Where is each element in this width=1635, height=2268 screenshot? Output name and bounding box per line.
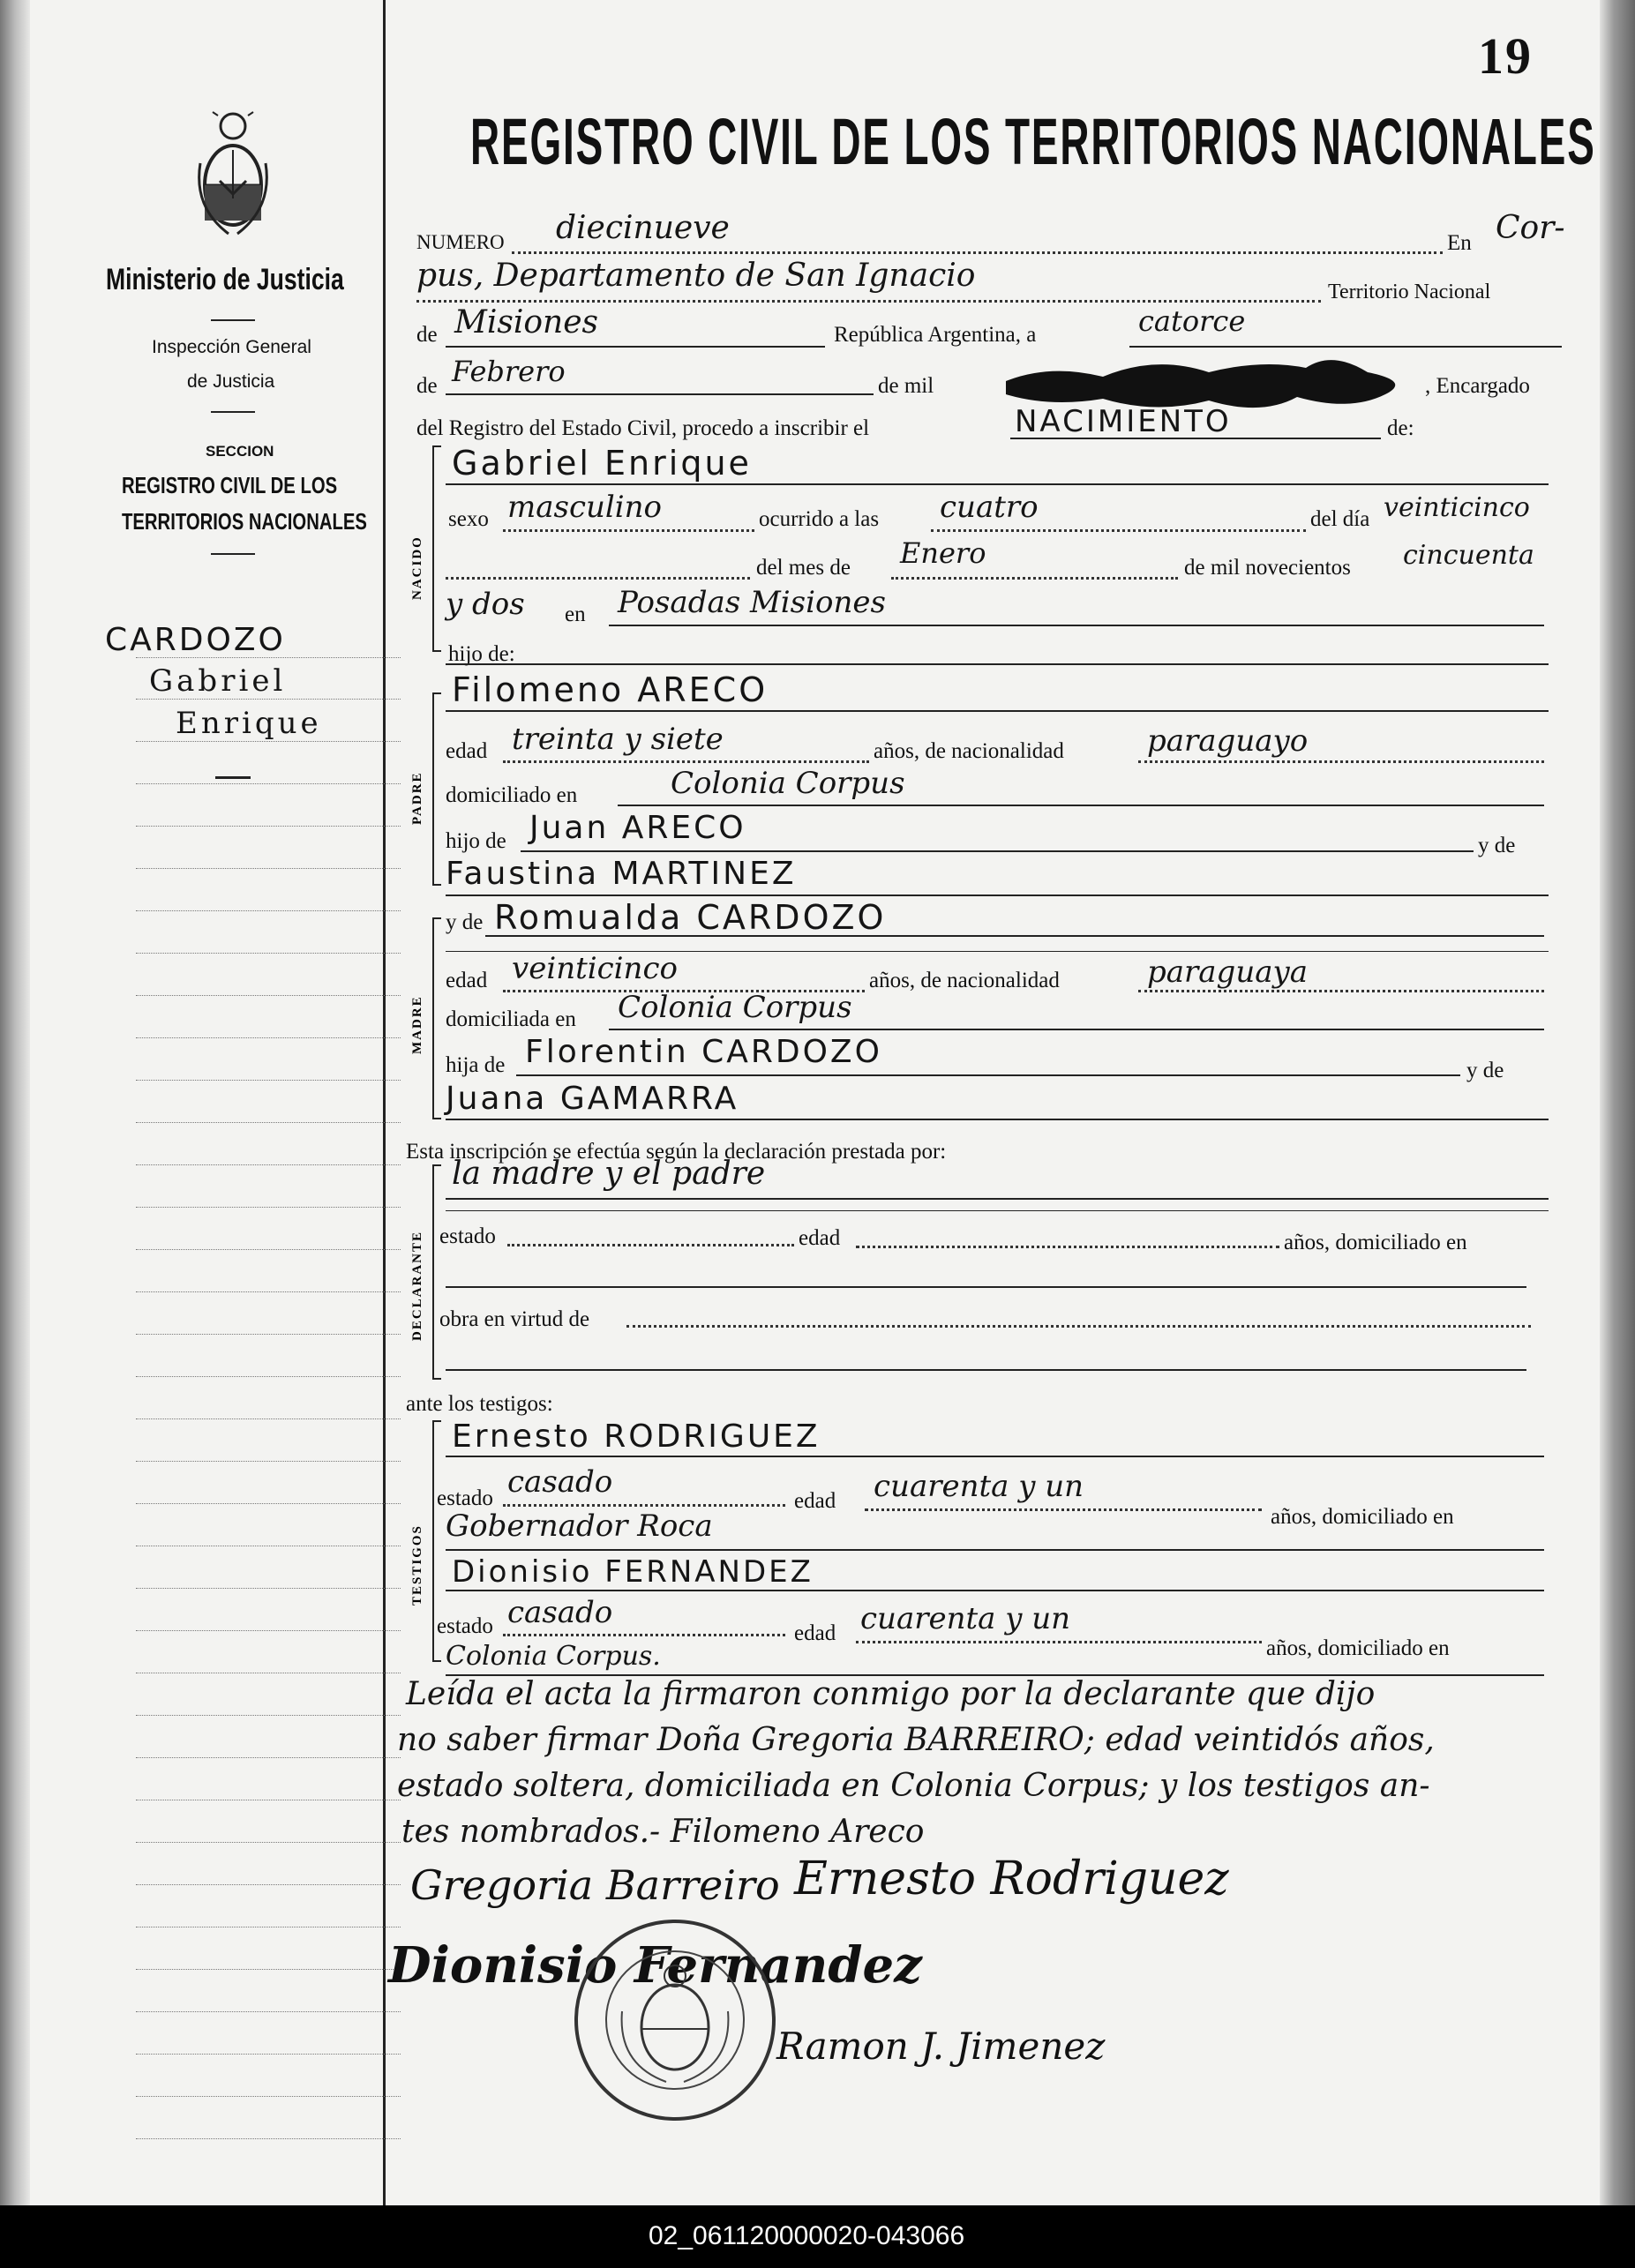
testigo2-dom-value: Colonia Corpus.	[446, 1641, 661, 1672]
padre-nombre-value: Filomeno ARECO	[452, 670, 769, 709]
declarante-edad-label: edad	[799, 1226, 841, 1250]
madre-dom-value: Colonia Corpus	[618, 990, 852, 1025]
fill-line	[446, 663, 1549, 665]
margin-note-dash	[215, 776, 251, 779]
fill-line	[416, 300, 1321, 303]
coat-of-arms-icon	[193, 110, 273, 243]
hora-value: cuatro	[940, 490, 1039, 525]
de-label: de	[416, 323, 438, 347]
testigo2-edad-label: edad	[794, 1621, 836, 1645]
fill-line	[446, 1119, 1549, 1120]
fill-line	[856, 1641, 1262, 1643]
madre-edad-label: edad	[446, 969, 488, 992]
de-mil-nov-label: de mil novecientos	[1184, 556, 1351, 580]
signature-dionisio: Dionisio Fernandez	[388, 1936, 922, 1995]
fill-line	[446, 710, 1549, 712]
en-value-1: Cor-	[1496, 210, 1565, 246]
en-value-2: pus, Departamento de San Ignacio	[416, 258, 976, 294]
fill-line	[485, 935, 1544, 937]
madre-padre-value: Florentin CARDOZO	[525, 1034, 882, 1070]
declarante-value: la madre y el padre	[452, 1156, 766, 1192]
fill-line	[446, 346, 825, 348]
declarante-label: DECLARANTE	[410, 1230, 424, 1341]
margin-note-name-2: Enrique	[176, 706, 322, 741]
note-line-1: Leída el acta la firmaron conmigo por la declarante que dijo	[406, 1676, 1376, 1712]
madre-hija-de-label: hija de	[446, 1053, 506, 1077]
page-edge	[1600, 0, 1635, 2205]
fill-line	[446, 577, 750, 580]
anio-value-2: y dos	[446, 587, 525, 622]
fill-line	[446, 894, 1549, 896]
anio-value-1: cincuenta	[1403, 540, 1534, 571]
fill-line	[446, 1210, 1549, 1211]
fill-line	[446, 1198, 1549, 1200]
testigo1-edad-value: cuarenta y un	[874, 1469, 1084, 1504]
en-lc-label: en	[565, 603, 586, 626]
fill-line	[446, 1456, 1544, 1457]
fill-line	[446, 483, 1549, 485]
hijo-de-label: hijo de:	[448, 642, 515, 666]
ocurrido-label: ocurrido a las	[759, 507, 880, 531]
dia-nac-value: veinticinco	[1384, 492, 1530, 523]
territorio-value: Misiones	[454, 304, 599, 341]
note-line-2: no saber firmar Doña Gregoria BARREIRO; edad veintidós años,	[397, 1722, 1435, 1758]
testigo2-estado-value: casado	[507, 1595, 613, 1630]
margin-note-name-1: Gabriel	[149, 663, 287, 699]
registro-label-1: REGISTRO CIVIL DE LOS	[122, 472, 338, 498]
divider	[211, 553, 255, 555]
fill-line	[503, 529, 754, 532]
madre-madre-value: Juana GAMARRA	[446, 1081, 739, 1117]
padre-hijo-de-label: hijo de	[446, 829, 506, 853]
fill-line	[931, 529, 1306, 532]
fill-line	[1138, 990, 1544, 992]
divider	[211, 319, 255, 321]
madre-label: MADRE	[410, 995, 424, 1054]
padre-edad-value: treinta y siete	[512, 722, 724, 757]
padre-bracket	[432, 692, 441, 886]
de-label-2: de	[416, 374, 438, 398]
fill-line	[446, 1549, 1544, 1551]
margin-note-surname: CARDOZO	[105, 622, 286, 658]
sexo-label: sexo	[448, 507, 489, 531]
registro-line-label: del Registro del Estado Civil, procedo a inscribir el	[416, 416, 870, 440]
fill-line	[856, 1246, 1279, 1248]
signature-ernesto: Ernesto Rodriguez	[794, 1853, 1229, 1905]
testigo2-anos-label: años, domiciliado en	[1266, 1636, 1450, 1660]
divider	[211, 411, 255, 413]
obra-label: obra en virtud de	[439, 1307, 590, 1331]
mes-value: Febrero	[452, 355, 566, 388]
page-title: REGISTRO CIVIL DE LOS TERRITORIOS NACIONALES	[470, 105, 1596, 178]
nacido-bracket	[432, 445, 441, 652]
official-seal-icon	[569, 1914, 781, 2126]
seccion-label: SECCION	[206, 443, 274, 460]
page-number: 19	[1478, 27, 1533, 85]
en-label: En	[1447, 231, 1472, 255]
madre-nac-value: paraguaya	[1147, 954, 1308, 990]
padre-nac-value: paraguayo	[1147, 723, 1309, 759]
ante-testigos-label: ante los testigos:	[406, 1392, 553, 1416]
testigo1-estado-value: casado	[507, 1464, 613, 1500]
declaracion-label: Esta inscripción se efectúa según la declaración prestada por:	[406, 1140, 947, 1164]
testigo2-edad-value: cuarenta y un	[860, 1601, 1071, 1636]
note-line-3: estado soltera, domiciliada en Colonia Corpus; y los testigos an-	[397, 1768, 1430, 1804]
madre-dom-label: domiciliada en	[446, 1007, 576, 1031]
fill-line	[503, 1634, 785, 1636]
numero-value: diecinueve	[556, 210, 730, 246]
ministry-label: Ministerio de Justicia	[106, 263, 344, 296]
binding-shadow	[0, 0, 30, 2205]
madre-y-de-label-2: y de	[1466, 1059, 1504, 1082]
madre-y-de-label: y de	[446, 910, 484, 934]
fill-line	[446, 1286, 1526, 1288]
acto-value: NACIMIENTO	[1015, 404, 1232, 439]
sexo-value: masculino	[507, 490, 663, 525]
testigo1-estado-label: estado	[437, 1486, 493, 1510]
image-id-label: 02_061120000020-043066	[649, 2221, 965, 2250]
fill-line	[446, 1590, 1544, 1591]
nacido-label: NACIDO	[410, 535, 424, 600]
de-mil-label: de mil	[878, 374, 934, 398]
registro-label-2: TERRITORIOS NACIONALES	[122, 508, 367, 535]
fill-line	[512, 251, 1443, 254]
fill-line	[609, 1029, 1544, 1030]
declarante-estado-label: estado	[439, 1224, 496, 1248]
fill-line	[626, 1325, 1531, 1328]
madre-bracket	[432, 917, 441, 1119]
fill-line	[1138, 760, 1544, 763]
fill-line	[507, 1244, 794, 1246]
padre-dom-value: Colonia Corpus	[671, 766, 905, 801]
lugar-value: Posadas Misiones	[618, 585, 886, 620]
dia-value: catorce	[1138, 304, 1246, 338]
padre-dom-label: domiciliado en	[446, 783, 578, 807]
sidebar-column	[30, 0, 386, 2205]
fill-line	[865, 1508, 1262, 1511]
republica-label: República Argentina, a	[834, 323, 1037, 347]
mes-nac-value: Enero	[900, 536, 986, 570]
madre-nombre-value: Romualda CARDOZO	[494, 898, 887, 937]
padre-padre-value: Juan ARECO	[529, 810, 746, 846]
inspeccion-label-1: Inspección General	[152, 337, 311, 357]
nombre-value: Gabriel Enrique	[452, 444, 752, 483]
fill-line	[521, 850, 1474, 852]
madre-anos-label: años, de nacionalidad	[869, 969, 1060, 992]
de-colon-label: de:	[1387, 416, 1414, 440]
madre-edad-value: veinticinco	[512, 951, 678, 986]
padre-madre-value: Faustina MARTINEZ	[446, 856, 797, 892]
testigo1-dom-value: Gobernador Roca	[446, 1508, 713, 1544]
territorio-label: Territorio Nacional	[1328, 281, 1491, 303]
declarante-bracket	[432, 1164, 441, 1380]
footer-bar	[0, 2205, 1635, 2268]
fill-line	[503, 760, 869, 763]
fill-line	[618, 805, 1544, 806]
fill-line	[1010, 438, 1381, 439]
del-dia-label: del día	[1310, 507, 1370, 531]
numero-label: NUMERO	[416, 231, 505, 253]
fill-line	[891, 577, 1178, 580]
testigos-label: TESTIGOS	[410, 1524, 424, 1606]
signature-gregoria: Gregoria Barreiro	[410, 1861, 780, 1909]
padre-edad-label: edad	[446, 739, 488, 763]
fill-line	[446, 393, 874, 395]
testigo2-estado-label: estado	[437, 1614, 493, 1638]
testigo1-anos-label: años, domiciliado en	[1271, 1505, 1454, 1529]
fill-line	[503, 1504, 785, 1507]
fill-line	[516, 1074, 1460, 1076]
declarante-anos-label: años, domiciliado en	[1284, 1231, 1467, 1254]
padre-anos-label: años, de nacionalidad	[874, 739, 1064, 763]
signature-registrar: Ramon J. Jimenez	[776, 2025, 1106, 2068]
encargado-label: , Encargado	[1425, 374, 1530, 398]
del-mes-label: del mes de	[756, 556, 851, 580]
padre-label: PADRE	[410, 771, 424, 825]
testigo1-nombre-value: Ernesto RODRIGUEZ	[452, 1418, 821, 1455]
fill-line	[609, 625, 1544, 626]
padre-y-de-label: y de	[1478, 834, 1516, 857]
testigo1-edad-label: edad	[794, 1489, 836, 1513]
inspeccion-label-2: de Justicia	[187, 371, 275, 392]
fill-line	[446, 1369, 1526, 1371]
note-line-4: tes nombrados.- Filomeno Areco	[401, 1814, 925, 1850]
testigo2-nombre-value: Dionisio FERNANDEZ	[452, 1554, 814, 1590]
